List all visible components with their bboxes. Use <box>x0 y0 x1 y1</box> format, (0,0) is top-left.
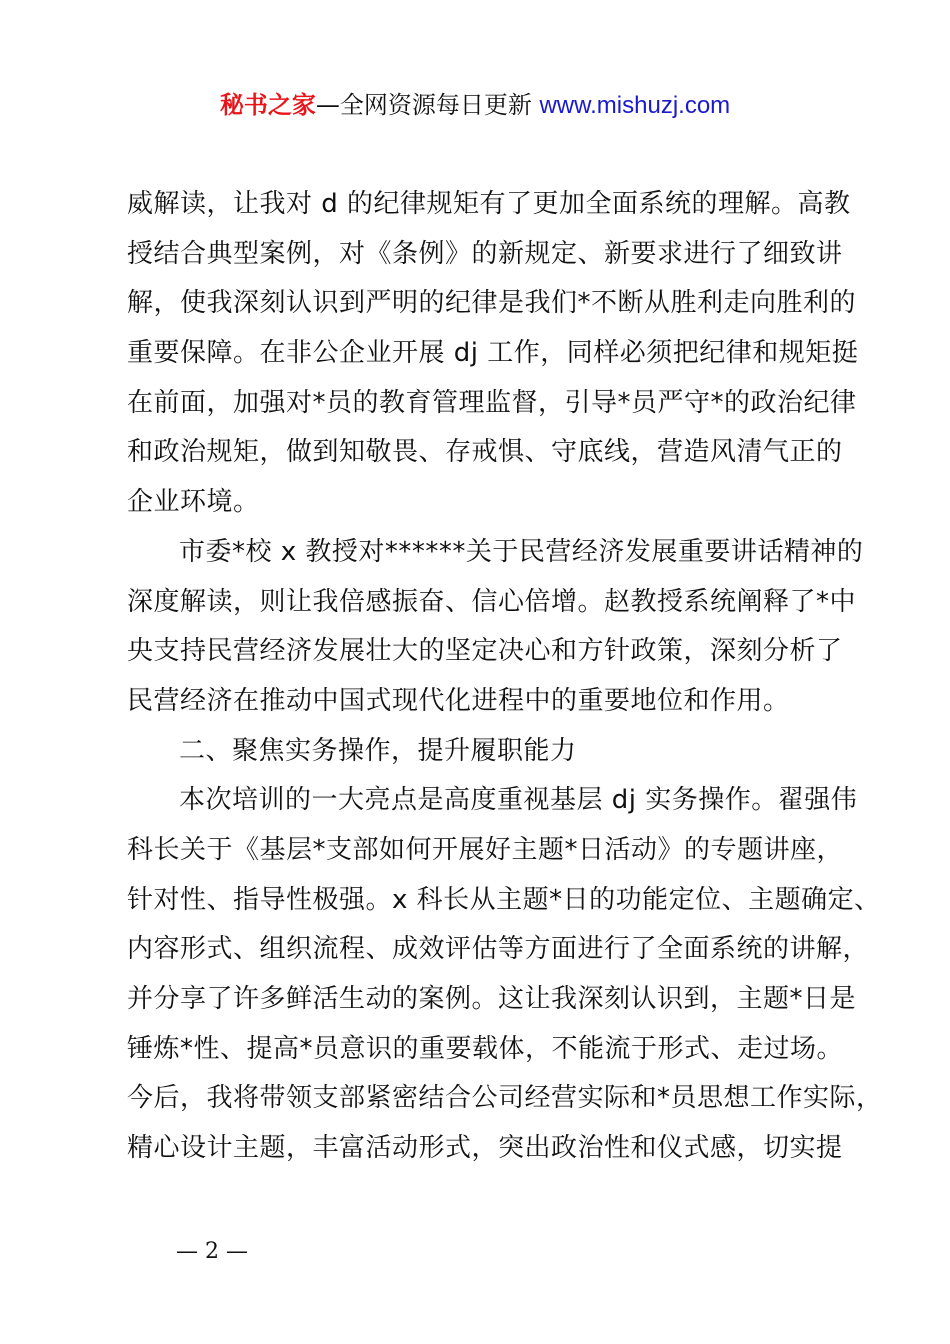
text-line: 民营经济在推动中国式现代化进程中的重要地位和作用。 <box>127 685 790 716</box>
text-line: 科长关于《基层*支部如何开展好主题*日活动》的专题讲座， <box>127 834 844 865</box>
text-line: 授结合典型案例，对《条例》的新规定、新要求进行了细致讲 <box>127 238 843 269</box>
text-line: 重要保障。在非公企业开展 dj 工作，同样必须把纪律和规矩挺 <box>127 338 859 369</box>
paragraph-start-line: 本次培训的一大亮点是高度重视基层 dj 实务操作。翟强伟 <box>179 785 858 816</box>
text-line: 解，使我深刻认识到严明的纪律是我们*不断从胜利走向胜利的 <box>127 288 857 319</box>
text-line: 内容形式、组织流程、成效评估等方面进行了全面系统的讲解， <box>127 934 870 965</box>
text-line: 并分享了许多鲜活生动的案例。这让我深刻认识到，主题*日是 <box>127 984 857 1014</box>
text-line: 锤炼*性、提高*员意识的重要载体，不能流于形式、走过场。 <box>127 1033 844 1064</box>
section-heading: 二、聚焦实务操作，提升履职能力 <box>179 735 577 766</box>
text-line: 今后，我将带领支部紧密结合公司经营实际和*员思想工作实际， <box>127 1083 883 1114</box>
site-brand: 秘书之家 <box>219 91 316 119</box>
site-url-link[interactable]: www.mishuzj.com <box>539 92 731 119</box>
text-line: 深度解读，则让我倍感振奋、信心倍增。赵教授系统阐释了*中 <box>127 586 857 617</box>
text-line: 威解读，让我对 d 的纪律规矩有了更加全面系统的理解。高教 <box>127 189 851 219</box>
text-line: 精心设计主题，丰富活动形式，突出政治性和仪式感，切实提 <box>127 1133 843 1164</box>
text-line: 针对性、指导性极强。x 科长从主题*日的功能定位、主题确定、 <box>127 884 881 915</box>
page-number: — 2 — <box>176 1239 248 1264</box>
text-line: 和政治规矩，做到知敬畏、存戒惧、守底线，营造风清气正的 <box>127 437 843 468</box>
text-line: 央支持民营经济发展壮大的坚定决心和方针政策，深刻分析了 <box>127 636 843 667</box>
site-slogan: —全网资源每日更新 <box>315 91 540 119</box>
site-header <box>0 88 950 123</box>
text-line: 企业环境。 <box>127 487 260 518</box>
paragraph-start-line: 市委*校 x 教授对******关于民营经济发展重要讲话精神的 <box>179 536 864 567</box>
document-body <box>127 180 883 1174</box>
text-line: 在前面，加强对*员的教育管理监督，引导*员严守*的政治纪律 <box>127 387 857 418</box>
